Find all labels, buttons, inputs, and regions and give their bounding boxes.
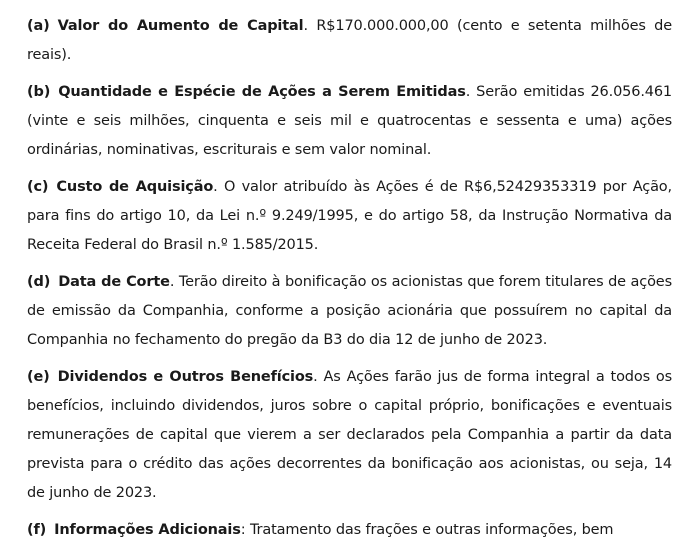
item-e-paragraph — [27, 363, 672, 508]
item-separator: . — [465, 84, 471, 100]
item-title: Dividendos e Outros Benefícios — [57, 369, 314, 385]
item-label: (b) — [27, 84, 51, 100]
item-title: Data de Corte — [58, 274, 170, 290]
item-separator: : — [240, 522, 246, 538]
item-label: (a) — [27, 18, 50, 34]
item-title: Quantidade e Espécie de Ações a Serem Emitidas — [58, 84, 466, 100]
item-separator: . — [169, 274, 175, 290]
item-text: Terão direito à bonificação os acionistas que forem titulares de ações de emissão da Companhia, conforme a posição acionária que possuírem no capital da Companhia no fechamento do pregão da B3 do dia 12 de junho de 2023. — [27, 274, 672, 348]
item-text: As Ações farão jus de forma integral a todos os benefícios, incluindo dividendos, juros sobre o capital próprio, bonificações e eventuais remunerações de capital que vierem a ser declarados pela Companhia a partir da data prevista para o crédito das ações decorrentes da bonificação aos acionistas, ou seja, 14 de junho de 2023. — [27, 369, 672, 501]
item-d-paragraph — [27, 268, 672, 355]
item-title: Valor do Aumento de Capital — [57, 18, 304, 34]
item-label: (f) — [27, 522, 47, 538]
item-a-paragraph — [27, 12, 672, 70]
item-c-paragraph — [27, 173, 672, 260]
item-text: Serão emitidas 26.056.461 (vinte e seis milhões, cinquenta e seis mil e quatrocentas e sessenta e uma) ações ordinárias, nominativas, escriturais e sem valor nominal. — [27, 84, 673, 158]
item-title: Informações Adicionais — [54, 522, 241, 538]
item-label: (c) — [27, 179, 49, 195]
item-label: (e) — [27, 369, 50, 385]
document-body — [27, 12, 672, 545]
item-text: O valor atribuído às Ações é de R$6,52429353319 por Ação, para fins do artigo 10, da Lei n.º 9.249/1995, e do artigo 58, da Instrução Normativa da Receita Federal do Brasil n.º 1.585/2015. — [27, 179, 672, 253]
item-text: Tratamento das frações e outras informações, bem — [245, 522, 614, 538]
item-separator: . — [313, 369, 318, 385]
item-b-paragraph — [27, 78, 672, 165]
item-f-paragraph — [27, 516, 672, 545]
item-separator: . — [303, 18, 308, 34]
item-title: Custo de Aquisição — [56, 179, 214, 195]
item-label: (d) — [27, 274, 51, 290]
item-separator: . — [213, 179, 218, 195]
item-text: R$170.000.000,00 (cento e setenta milhões de reais). — [27, 18, 672, 63]
